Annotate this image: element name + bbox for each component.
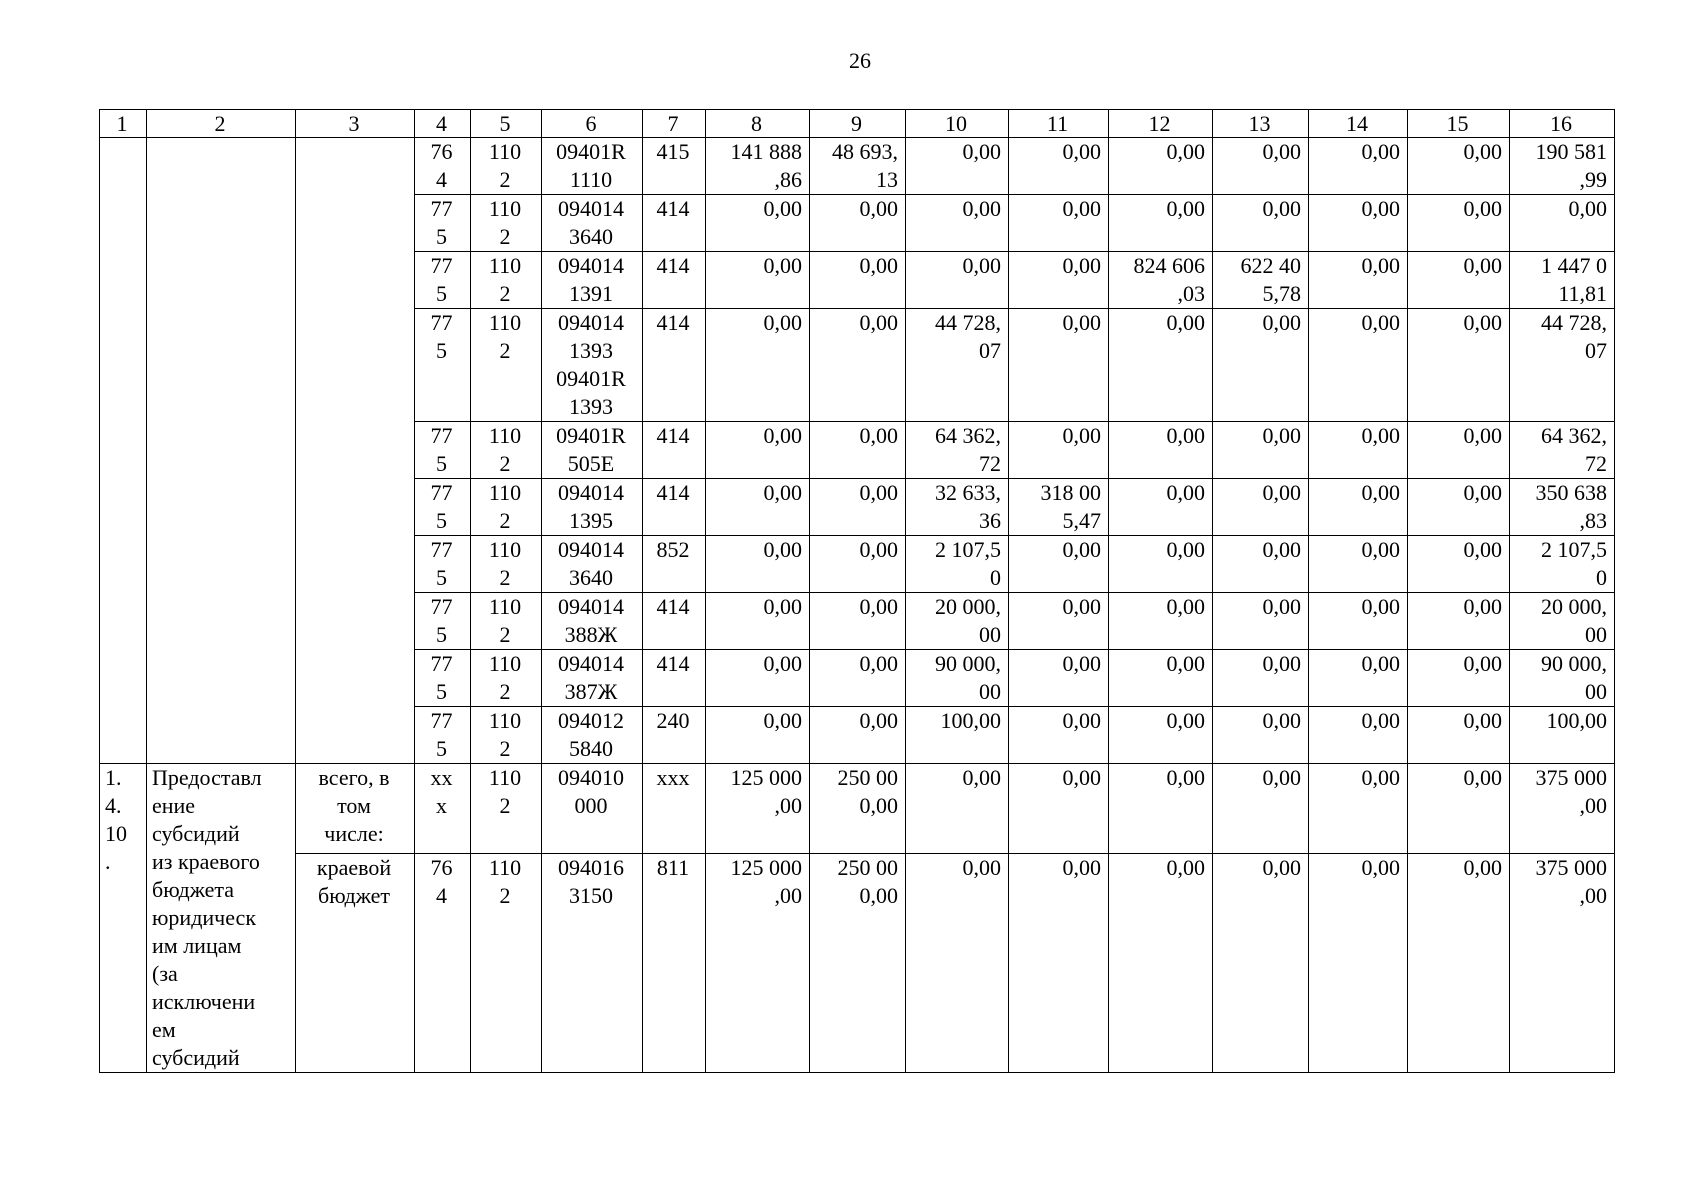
table-cell: 0,00 [1009,252,1109,309]
table-cell: 0,00 [706,252,810,309]
column-header: 1 [100,110,147,138]
table-cell: 0,00 [706,195,810,252]
table-cell: 77 5 [415,650,471,707]
table-cell: 414 [643,252,706,309]
table-cell: 0,00 [1009,536,1109,593]
column-header: 16 [1510,110,1615,138]
table-cell: 094014 388Ж [542,593,643,650]
funding-source: всего, в том числе: [296,764,415,854]
column-header: 2 [147,110,296,138]
table-cell: 824 606 ,03 [1109,252,1213,309]
table-cell: 414 [643,479,706,536]
table-cell: 0,00 [810,252,906,309]
table-cell: 0,00 [1408,853,1510,1072]
funding-source: краевой бюджет [296,853,415,1072]
table-cell: 0,00 [1109,593,1213,650]
table-cell: 094014 3640 [542,536,643,593]
table-cell: 77 5 [415,252,471,309]
table-cell: 375 000 ,00 [1510,853,1615,1072]
column-header: 11 [1009,110,1109,138]
table-cell: 76 4 [415,138,471,195]
table-cell: 77 5 [415,536,471,593]
table-cell: 0,00 [1213,707,1309,764]
column-header: 6 [542,110,643,138]
table-cell: 0,00 [906,195,1009,252]
table-cell: 0,00 [1309,252,1408,309]
table-cell: 414 [643,422,706,479]
table-cell: 0,00 [1408,593,1510,650]
table-cell: 094012 5840 [542,707,643,764]
table-cell: 125 000 ,00 [706,764,810,854]
column-header: 7 [643,110,706,138]
table-cell: 0,00 [810,479,906,536]
table-cell: ххх [643,764,706,854]
table-row [100,138,1615,195]
merged-empty-cell [296,138,415,764]
table-cell: 0,00 [1408,764,1510,854]
table-cell: 44 728, 07 [906,309,1009,422]
table-cell: 0,00 [810,195,906,252]
table-cell: 0,00 [1408,309,1510,422]
table-cell: 0,00 [1408,650,1510,707]
budget-table [99,109,1615,1073]
table-cell: 44 728, 07 [1510,309,1615,422]
table-cell: 0,00 [1213,309,1309,422]
table-cell: 2 107,5 0 [906,536,1009,593]
table-cell: 852 [643,536,706,593]
table-cell: 375 000 ,00 [1510,764,1615,854]
table-cell: 0,00 [1309,853,1408,1072]
table-cell: 0,00 [1408,422,1510,479]
table-cell: 100,00 [1510,707,1615,764]
table-cell: 0,00 [906,764,1009,854]
table-cell: 414 [643,195,706,252]
table-cell: 0,00 [1213,764,1309,854]
table-row [100,853,1615,1072]
table-cell: 0,00 [1109,422,1213,479]
table-cell: 77 5 [415,479,471,536]
column-header: 3 [296,110,415,138]
table-cell: 100,00 [906,707,1009,764]
table-cell: 48 693, 13 [810,138,906,195]
table-cell: 77 5 [415,422,471,479]
table-cell: 125 000 ,00 [706,853,810,1072]
table-cell: 094014 1391 [542,252,643,309]
table-cell: 110 2 [471,593,542,650]
table-cell: 240 [643,707,706,764]
table-cell: 094014 3640 [542,195,643,252]
table-cell: 0,00 [706,536,810,593]
table-cell: 90 000, 00 [1510,650,1615,707]
table-cell: 64 362, 72 [1510,422,1615,479]
table-cell: 094014 1395 [542,479,643,536]
table-cell: 0,00 [1309,422,1408,479]
table-cell: 094016 3150 [542,853,643,1072]
table-cell: 415 [643,138,706,195]
table-cell: 0,00 [1213,650,1309,707]
column-header: 12 [1109,110,1213,138]
table-cell: 0,00 [1213,195,1309,252]
table-cell: 0,00 [1213,853,1309,1072]
table-cell: 0,00 [1009,593,1109,650]
table-cell: 0,00 [1510,195,1615,252]
table-cell: 0,00 [706,593,810,650]
table-cell: 77 5 [415,195,471,252]
table-cell: 0,00 [706,479,810,536]
table-cell: 110 2 [471,650,542,707]
table-cell: 110 2 [471,252,542,309]
table-cell: 0,00 [1109,195,1213,252]
table-cell: 0,00 [1309,309,1408,422]
column-header: 9 [810,110,906,138]
page-number: 26 [849,48,871,73]
table-cell: 110 2 [471,422,542,479]
column-header: 15 [1408,110,1510,138]
table-cell: 0,00 [1213,479,1309,536]
table-cell: 0,00 [1109,309,1213,422]
table-cell: 110 2 [471,479,542,536]
table-cell: 414 [643,309,706,422]
table-cell: 350 638 ,83 [1510,479,1615,536]
table-cell: 0,00 [810,650,906,707]
table-cell: 0,00 [1009,707,1109,764]
table-cell: 0,00 [706,309,810,422]
table-cell: 0,00 [1309,764,1408,854]
table-cell: 0,00 [810,707,906,764]
table-cell: 110 2 [471,195,542,252]
table-cell: 77 5 [415,309,471,422]
table-cell: 90 000, 00 [906,650,1009,707]
table-cell: 0,00 [810,536,906,593]
table-cell: 0,00 [906,138,1009,195]
table-cell: 0,00 [810,309,906,422]
table-cell: 0,00 [1309,650,1408,707]
table-cell: 190 581 ,99 [1510,138,1615,195]
table-cell: 77 5 [415,707,471,764]
column-header: 8 [706,110,810,138]
table-cell: 2 107,5 0 [1510,536,1615,593]
table-cell: 318 00 5,47 [1009,479,1109,536]
table-cell: 0,00 [1309,479,1408,536]
table-cell: 110 2 [471,853,542,1072]
table-cell: 0,00 [1309,707,1408,764]
table-cell: 0,00 [810,422,906,479]
table-cell: 76 4 [415,853,471,1072]
table-cell: 0,00 [906,252,1009,309]
table-cell: 0,00 [1309,138,1408,195]
table-cell: 0,00 [706,422,810,479]
table-cell: 0,00 [1009,138,1109,195]
table-cell: 110 2 [471,707,542,764]
table-cell: 0,00 [1408,707,1510,764]
table-cell: 0,00 [1408,138,1510,195]
table-cell: 0,00 [1309,195,1408,252]
table-cell: 0,00 [1109,536,1213,593]
table-cell: 0,00 [1309,593,1408,650]
table-cell: 0,00 [1009,764,1109,854]
table-cell: 0,00 [1009,853,1109,1072]
table-cell: 0,00 [1309,536,1408,593]
table-cell: 094010 000 [542,764,643,854]
table-cell: 09401R 1110 [542,138,643,195]
table-cell: 0,00 [1213,593,1309,650]
table-cell: 20 000, 00 [906,593,1009,650]
table-cell: 0,00 [706,650,810,707]
table-cell: 0,00 [1009,309,1109,422]
column-header: 4 [415,110,471,138]
table-cell: 250 00 0,00 [810,764,906,854]
table-cell: 0,00 [1109,138,1213,195]
table-cell: 0,00 [1408,195,1510,252]
table-cell: 0,00 [1109,650,1213,707]
table-cell: 622 40 5,78 [1213,252,1309,309]
table-cell: 0,00 [1009,422,1109,479]
table-cell: 0,00 [706,707,810,764]
table-cell: 110 2 [471,309,542,422]
table-cell: 414 [643,593,706,650]
table-cell: 32 633, 36 [906,479,1009,536]
table-cell: 0,00 [1009,195,1109,252]
table-cell: 64 362, 72 [906,422,1009,479]
item-name: Предоставл ение субсидий из краевого бюджета юридическ им лицам (за исключени ем субсидий [147,764,296,1073]
column-header: 14 [1309,110,1408,138]
table-cell: 0,00 [1213,536,1309,593]
table-row [100,764,1615,854]
table-cell: хх х [415,764,471,854]
table-cell: 094014 1393 09401R 1393 [542,309,643,422]
merged-empty-cell [147,138,296,764]
table-cell: 0,00 [1213,138,1309,195]
table-cell: 09401R 505E [542,422,643,479]
table-cell: 110 2 [471,138,542,195]
merged-empty-cell [100,138,147,764]
table-cell: 414 [643,650,706,707]
table-cell: 1 447 0 11,81 [1510,252,1615,309]
table-cell: 0,00 [1109,764,1213,854]
column-header: 10 [906,110,1009,138]
table-cell: 77 5 [415,593,471,650]
column-header-row [100,110,1615,138]
table-cell: 0,00 [1009,650,1109,707]
column-header: 5 [471,110,542,138]
table-cell: 0,00 [1109,479,1213,536]
table-cell: 0,00 [810,593,906,650]
table-cell: 0,00 [1408,252,1510,309]
table-cell: 0,00 [1408,479,1510,536]
table-cell: 094014 387Ж [542,650,643,707]
table-cell: 0,00 [1408,536,1510,593]
table-cell: 0,00 [1109,707,1213,764]
table-cell: 0,00 [906,853,1009,1072]
table-cell: 0,00 [1109,853,1213,1072]
column-header: 13 [1213,110,1309,138]
item-number: 1. 4. 10 . [100,764,147,1073]
table-cell: 0,00 [1213,422,1309,479]
table-cell: 110 2 [471,536,542,593]
table-cell: 141 888 ,86 [706,138,810,195]
table-cell: 20 000, 00 [1510,593,1615,650]
table-cell: 250 00 0,00 [810,853,906,1072]
table-cell: 110 2 [471,764,542,854]
table-cell: 811 [643,853,706,1072]
